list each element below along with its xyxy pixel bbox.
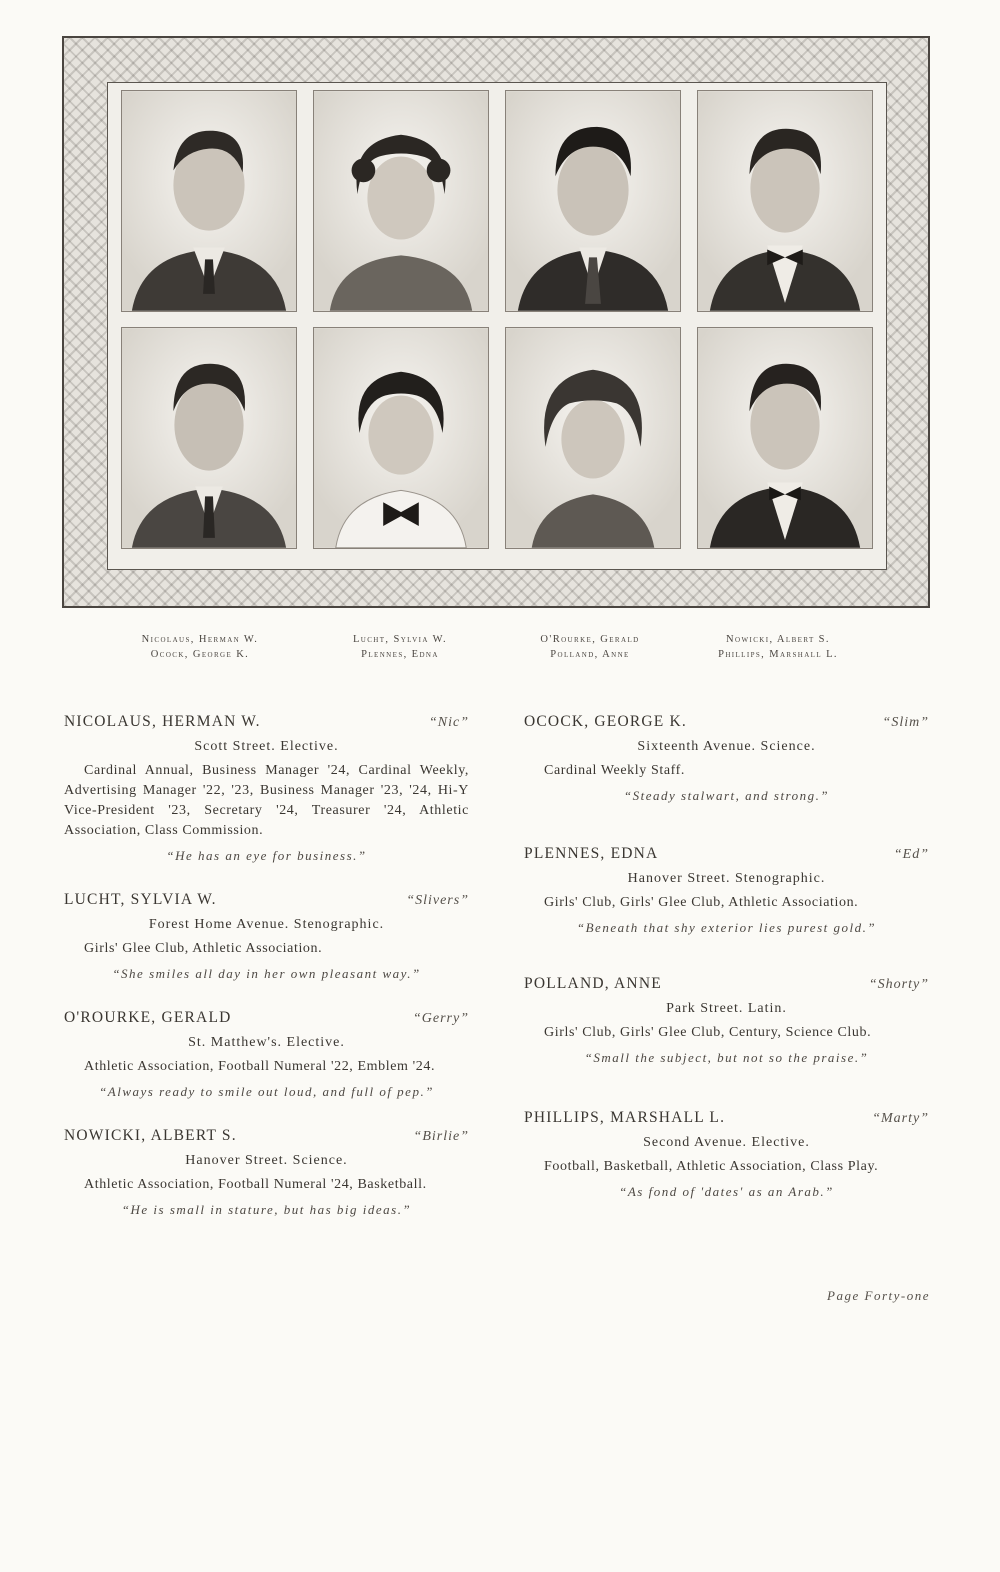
portrait-photo-plennes — [313, 327, 489, 549]
student-nickname: “Shorty” — [868, 977, 929, 992]
photo-frame-border — [62, 36, 930, 608]
student-quote: “Small the subject, but not so the praise.” — [584, 1050, 869, 1065]
student-activities: Athletic Association, Football Numeral '24, Basketball. — [84, 1177, 427, 1192]
student-nickname: “Gerry” — [412, 1011, 469, 1026]
student-activities: Athletic Association, Football Numeral '22, Emblem '24. — [84, 1059, 436, 1074]
student-name: PHILLIPS, MARSHALL L. — [524, 1109, 726, 1126]
caption-line: Lucht, Sylvia W. — [352, 634, 448, 645]
student-address: Forest Home Avenue. Stenographic. — [148, 917, 385, 932]
caption-line: Phillips, Marshall L. — [718, 649, 838, 660]
student-quote: “Beneath that shy exterior lies purest gold.” — [576, 920, 877, 935]
photo-grid — [107, 82, 887, 570]
student-entry — [64, 1126, 469, 1220]
caption-column-3 — [485, 632, 695, 662]
student-name: NOWICKI, ALBERT S. — [64, 1127, 237, 1144]
student-activities: Cardinal Annual, Business Manager '24, Cardinal Weekly, Advertising Manager '22, '23, Business Manager '23, '24, Hi-Y Vice-President '23, Secretary '24, Treasurer '24, Athletic Association, Class Commission. — [64, 763, 469, 838]
student-entry — [524, 712, 929, 806]
caption-column-4 — [673, 632, 883, 662]
student-quote: “She smiles all day in her own pleasant way.” — [112, 966, 421, 981]
student-entry — [524, 1108, 929, 1202]
student-activities: Football, Basketball, Athletic Association, Class Play. — [544, 1159, 879, 1174]
caption-line: Nicolaus, Herman W. — [141, 634, 259, 645]
student-address: St. Matthew's. Elective. — [188, 1035, 345, 1050]
student-name: LUCHT, SYLVIA W. — [64, 891, 217, 908]
student-address: Second Avenue. Elective. — [643, 1135, 810, 1150]
portrait-photo-ocock — [121, 327, 297, 549]
portrait-photo-phillips — [697, 327, 873, 549]
student-address: Park Street. Latin. — [666, 1001, 787, 1016]
student-quote: “Steady stalwart, and strong.” — [623, 788, 830, 803]
portrait-photo-nicolaus — [121, 90, 297, 312]
student-nickname: “Marty” — [872, 1111, 929, 1126]
student-entry — [64, 1008, 469, 1102]
student-entry — [64, 890, 469, 984]
student-activities: Girls' Glee Club, Athletic Association. — [84, 941, 323, 956]
student-quote: “As fond of 'dates' as an Arab.” — [619, 1184, 834, 1199]
photo-captions — [95, 632, 915, 672]
right-column — [524, 712, 929, 1226]
caption-line: Nowicki, Albert S. — [726, 634, 830, 645]
student-nickname: “Slivers” — [406, 893, 469, 908]
portrait-photo-nowicki — [697, 90, 873, 312]
student-quote: “He is small in stature, but has big ideas.” — [121, 1202, 412, 1217]
student-entry — [524, 974, 929, 1068]
left-column — [64, 712, 469, 1244]
caption-line: Ocock, George K. — [150, 649, 250, 660]
student-name: PLENNES, EDNA — [524, 845, 659, 862]
student-nickname: “Ed” — [893, 847, 929, 862]
caption-line: O'Rourke, Gerald — [540, 634, 640, 645]
page-number: Page Forty-one — [827, 1288, 930, 1303]
portrait-photo-lucht — [313, 90, 489, 312]
caption-column-2 — [295, 632, 505, 662]
student-nickname: “Slim” — [882, 715, 929, 730]
student-nickname: “Birlie” — [413, 1129, 469, 1144]
caption-line: Polland, Anne — [550, 649, 630, 660]
student-address: Hanover Street. Stenographic. — [627, 871, 826, 886]
student-name: O'ROURKE, GERALD — [64, 1009, 232, 1026]
caption-line: Plennes, Edna — [361, 649, 439, 660]
student-name: NICOLAUS, HERMAN W. — [64, 713, 261, 730]
student-quote: “He has an eye for business.” — [166, 848, 367, 863]
portrait-photo-polland — [505, 327, 681, 549]
student-address: Hanover Street. Science. — [185, 1153, 348, 1168]
portrait-photo-orourke — [505, 90, 681, 312]
student-name: OCOCK, GEORGE K. — [524, 713, 688, 730]
student-address: Scott Street. Elective. — [194, 739, 339, 754]
caption-column-1 — [95, 632, 305, 662]
student-entry — [64, 712, 469, 866]
student-nickname: “Nic” — [428, 715, 469, 730]
student-activities: Girls' Club, Girls' Glee Club, Century, Science Club. — [544, 1025, 872, 1040]
student-entry — [524, 844, 929, 938]
student-activities: Girls' Club, Girls' Glee Club, Athletic Association. — [544, 895, 859, 910]
student-name: POLLAND, ANNE — [524, 975, 662, 992]
student-address: Sixteenth Avenue. Science. — [637, 739, 816, 754]
student-quote: “Always ready to smile out loud, and full of pep.” — [99, 1084, 434, 1099]
student-activities: Cardinal Weekly Staff. — [544, 763, 686, 778]
